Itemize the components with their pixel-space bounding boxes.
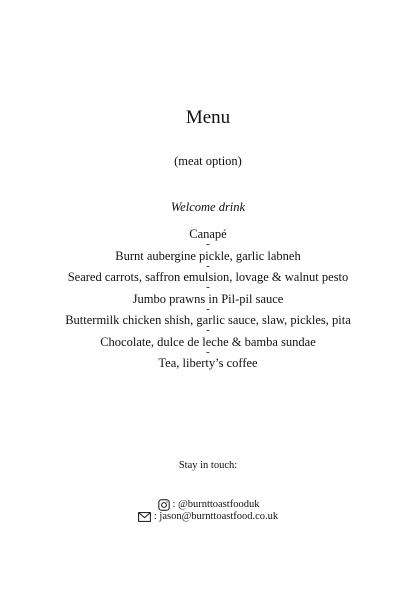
course-item: Canapé	[189, 227, 227, 241]
course-item: Burnt aubergine pickle, garlic labneh	[115, 248, 301, 263]
course-item: Chocolate, dulce de leche & bamba sundae	[100, 334, 316, 349]
course-separator: -	[206, 259, 210, 272]
mail-icon	[138, 511, 152, 523]
course-item: Tea, liberty’s coffee	[158, 356, 258, 370]
course-separator: -	[206, 281, 210, 293]
course-separator: -	[206, 324, 210, 336]
menu-title: Menu	[185, 107, 231, 128]
stay-in-touch-heading: Stay in touch:	[178, 460, 238, 471]
course-separator: -	[206, 238, 210, 250]
email-contact	[0, 510, 416, 524]
course-separator: -	[206, 302, 210, 315]
email-address[interactable]: : jason@burnttoastfood.co.uk	[153, 511, 279, 522]
welcome-drink: Welcome drink	[170, 200, 246, 214]
course-item: Jumbo prawns in Pil-pil sauce	[132, 291, 284, 306]
course-separator: -	[206, 345, 210, 358]
instagram-handle[interactable]: : @burnttoastfooduk	[172, 499, 260, 510]
course-item: Buttermilk chicken shish, garlic sauce, slaw, pickles, pita	[65, 313, 351, 327]
course-item: Seared carrots, saffron emulsion, lovage & walnut pesto	[67, 270, 349, 284]
menu-subtitle: (meat option)	[174, 154, 242, 168]
course-list	[0, 227, 416, 370]
